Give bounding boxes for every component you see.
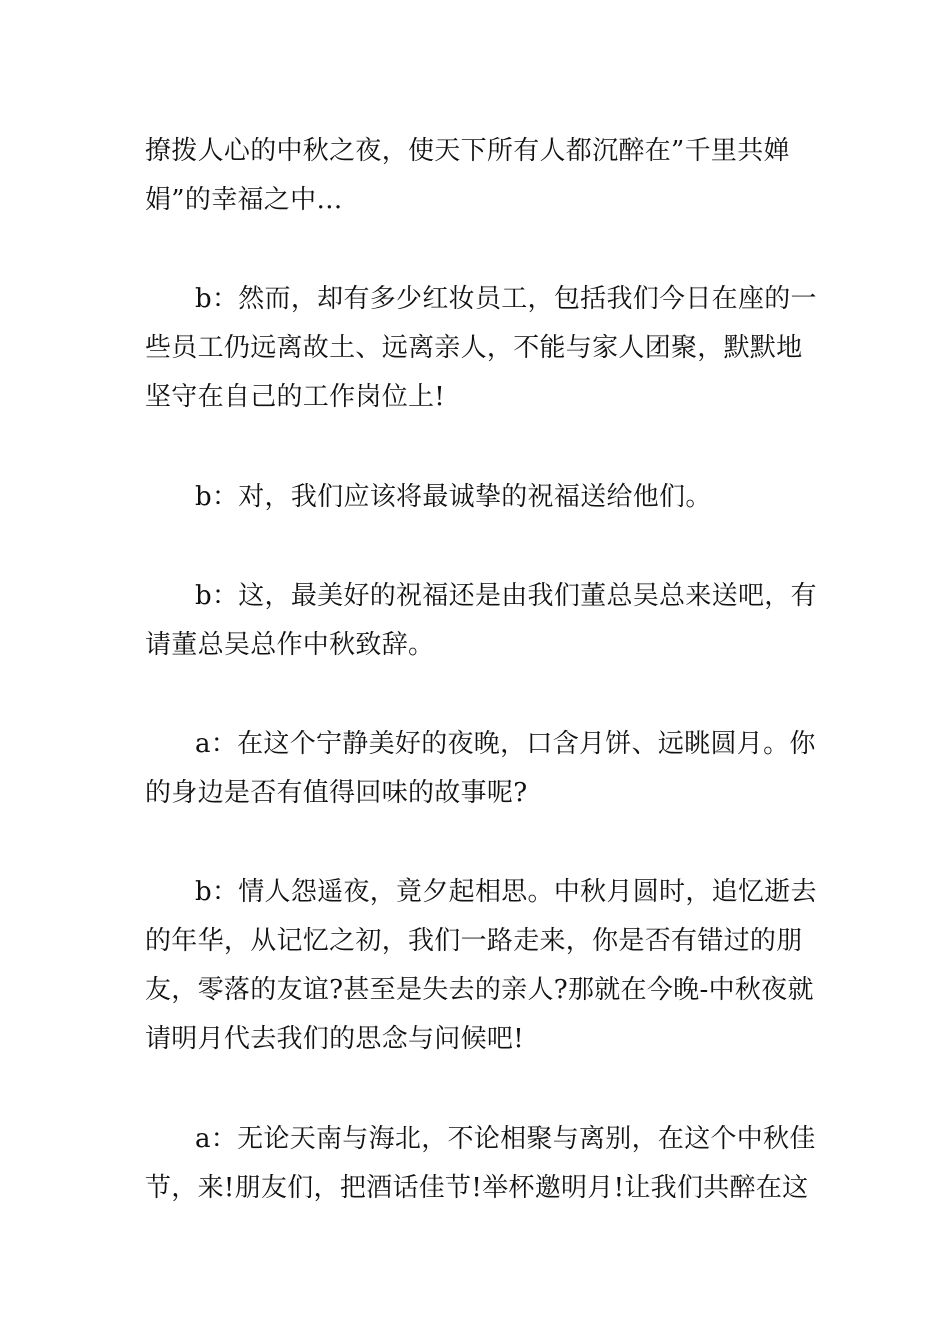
paragraph-b-dialogue [145, 473, 809, 522]
text-line: b：然而，却有多少红妆员工，包括我们今日在座的一 [195, 284, 817, 314]
text-line: 的年华，从记忆之初，我们一路走来，你是否有错过的朋 [145, 926, 803, 956]
text-line: 的身边是否有值得回味的故事呢? [145, 778, 528, 808]
text-line: 些员工仍远离故土、远离亲人，不能与家人团聚，默默地 [145, 333, 803, 363]
text-line: 撩拨人心的中秋之夜，使天下所有人都沉醉在”千里共婵 [145, 136, 790, 166]
text-line: 请董总吴总作中秋致辞。 [145, 630, 435, 660]
paragraph-b-dialogue [145, 275, 817, 422]
paragraph-a-dialogue [145, 720, 816, 818]
text-line: 娟”的幸福之中… [145, 185, 343, 215]
text-line: b：对，我们应该将最诚挚的祝福送给他们。 [195, 482, 712, 512]
text-line: b：情人怨遥夜，竟夕起相思。中秋月圆时，追忆逝去 [195, 877, 817, 907]
text-line: 坚守在自己的工作岗位上! [145, 382, 446, 412]
text-line: 节，来!朋友们，把酒话佳节!举杯邀明月!让我们共醉在这 [145, 1173, 809, 1203]
text-line: a：无论天南与海北，不论相聚与离别，在这个中秋佳 [195, 1124, 816, 1154]
paragraph-intro-continuation [145, 127, 809, 225]
text-line: 请明月代去我们的思念与问候吧! [145, 1024, 524, 1054]
text-line: 友，零落的友谊?甚至是失去的亲人?那就在今晚-中秋夜就 [145, 975, 814, 1005]
text-line: a：在这个宁静美好的夜晚，口含月饼、远眺圆月。你 [195, 729, 816, 759]
text-line: b：这，最美好的祝福还是由我们董总吴总来送吧，有 [195, 581, 817, 611]
paragraph-b-dialogue [145, 572, 817, 670]
paragraph-b-dialogue [145, 868, 817, 1064]
paragraph-a-dialogue [145, 1115, 816, 1213]
